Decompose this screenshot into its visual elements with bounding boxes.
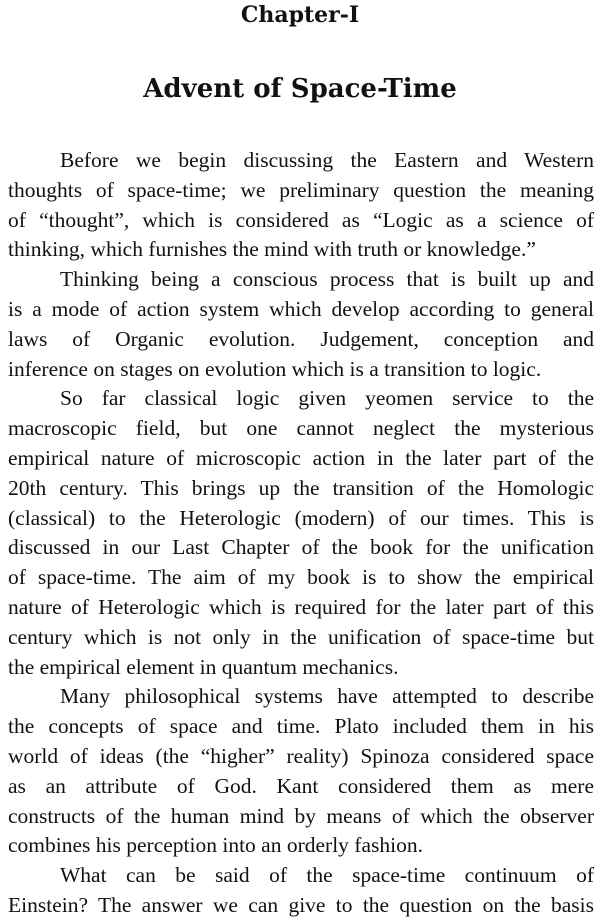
text-line: What can be said of the space-time continuum of	[60, 863, 594, 888]
text-line: discussed in our Last Chapter of the book for the unification	[8, 535, 594, 560]
text-line: combines his perception into an orderly fashion.	[8, 833, 423, 858]
text-line: century which is not only in the unification of space-time but	[8, 624, 594, 649]
text-line: inference on stages on evolution which is a transition to logic.	[8, 356, 542, 381]
text-line: macroscopic field, but one cannot neglect the mysterious	[8, 416, 594, 441]
text-line: So far classical logic given yeomen service to the	[60, 386, 594, 411]
text-line: of “thought”, which is considered as “Logic as a science of	[8, 207, 594, 232]
chapter-title: Advent of Space-Time	[143, 74, 457, 104]
text-line: is a mode of action system which develop according to general	[8, 296, 594, 321]
text-line: the empirical element in quantum mechanics.	[8, 654, 399, 679]
text-line: Thinking being a conscious process that is built up and	[60, 267, 594, 292]
chapter-label: Chapter-I	[240, 2, 360, 28]
text-line: thinking, which furnishes the mind with truth or knowledge.”	[8, 237, 536, 262]
text-line: Einstein? The answer we can give to the question on the basis	[8, 892, 594, 917]
text-line: of space-time. The aim of my book is to show the empirical	[8, 565, 594, 590]
body-text	[8, 146, 594, 921]
text-line: as an attribute of God. Kant considered them as mere	[8, 773, 594, 798]
text-line: Before we begin discussing the Eastern and Western	[60, 148, 594, 172]
text-line: Many philosophical systems have attempted to describe	[60, 684, 594, 709]
text-line: 20th century. This brings up the transition of the Homologic	[8, 475, 594, 500]
text-line: constructs of the human mind by means of which the observer	[8, 803, 594, 828]
text-line: empirical nature of microscopic action in the later part of the	[8, 445, 594, 470]
text-line: (classical) to the Heterologic (modern) of our times. This is	[8, 505, 594, 530]
text-line: thoughts of space-time; we preliminary question the meaning	[8, 177, 594, 202]
text-line: nature of Heterologic which is required for the later part of this	[8, 594, 594, 619]
text-line: the concepts of space and time. Plato included them in his	[8, 714, 594, 739]
text-line: laws of Organic evolution. Judgement, conception and	[8, 326, 594, 351]
text-line: world of ideas (the “higher” reality) Spinoza considered space	[8, 743, 594, 768]
